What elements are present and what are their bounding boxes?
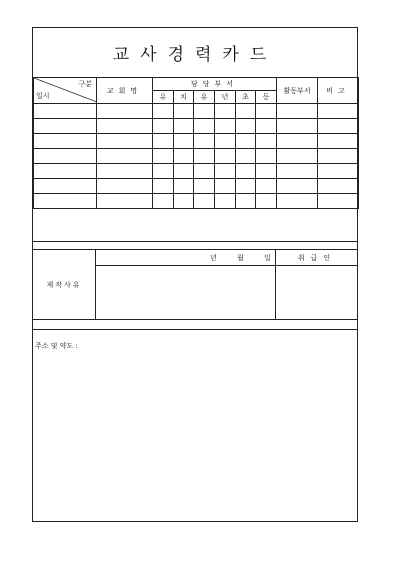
table-cell[interactable] bbox=[277, 119, 318, 134]
table-cell[interactable] bbox=[236, 134, 256, 149]
table-cell[interactable] bbox=[318, 119, 359, 134]
table-cell[interactable] bbox=[236, 164, 256, 179]
title-area bbox=[33, 28, 357, 76]
divider bbox=[33, 329, 358, 330]
table-cell[interactable] bbox=[174, 134, 194, 149]
table-cell[interactable] bbox=[34, 164, 97, 179]
table-cell[interactable] bbox=[97, 119, 153, 134]
table-cell[interactable] bbox=[153, 179, 174, 194]
table-cell[interactable] bbox=[277, 164, 318, 179]
table-cell[interactable] bbox=[194, 134, 215, 149]
dept-subheader-cell: 치 bbox=[174, 91, 194, 104]
card-title: 교사경력카드 bbox=[112, 44, 278, 65]
table-cell[interactable] bbox=[34, 104, 97, 119]
dept-subheader-cell: 년 bbox=[215, 91, 236, 104]
table-cell[interactable] bbox=[34, 149, 97, 164]
table-cell[interactable] bbox=[194, 164, 215, 179]
table-cell[interactable] bbox=[256, 164, 277, 179]
teacher-career-card bbox=[32, 27, 358, 522]
dept-subheader-cell: 초 bbox=[236, 91, 256, 104]
table-cell[interactable] bbox=[277, 134, 318, 149]
table-cell[interactable] bbox=[236, 194, 256, 209]
table-cell[interactable] bbox=[97, 164, 153, 179]
table-row bbox=[34, 149, 359, 164]
reason-label: 제작사유 bbox=[33, 250, 96, 319]
table-cell[interactable] bbox=[215, 104, 236, 119]
table-row bbox=[34, 134, 359, 149]
table-cell[interactable] bbox=[97, 104, 153, 119]
table-cell[interactable] bbox=[256, 149, 277, 164]
table-row bbox=[34, 179, 359, 194]
reason-content-box[interactable] bbox=[96, 266, 276, 319]
table-cell[interactable] bbox=[215, 179, 236, 194]
table-cell[interactable] bbox=[256, 134, 277, 149]
table-cell[interactable] bbox=[236, 104, 256, 119]
table-cell[interactable] bbox=[174, 179, 194, 194]
address-label: 주소 및 약도 : bbox=[35, 342, 78, 350]
table-cell[interactable] bbox=[194, 179, 215, 194]
table-cell[interactable] bbox=[34, 119, 97, 134]
table-cell[interactable] bbox=[318, 104, 359, 119]
table-cell[interactable] bbox=[153, 149, 174, 164]
table-cell[interactable] bbox=[256, 119, 277, 134]
dept-subheader-cell: 유 bbox=[194, 91, 215, 104]
table-cell[interactable] bbox=[318, 194, 359, 209]
table-cell[interactable] bbox=[174, 104, 194, 119]
header-remarks: 비고 bbox=[318, 78, 359, 104]
day-label: 일 bbox=[264, 254, 271, 262]
header-category: 구분 bbox=[78, 80, 92, 88]
table-cell[interactable] bbox=[236, 149, 256, 164]
table-cell[interactable] bbox=[174, 194, 194, 209]
table-cell[interactable] bbox=[236, 179, 256, 194]
table-cell[interactable] bbox=[215, 134, 236, 149]
table-cell[interactable] bbox=[277, 194, 318, 209]
table-cell[interactable] bbox=[215, 149, 236, 164]
table-cell[interactable] bbox=[277, 149, 318, 164]
header-dept-group: 담당부서 bbox=[153, 78, 277, 91]
table-cell[interactable] bbox=[194, 104, 215, 119]
table-cell[interactable] bbox=[34, 194, 97, 209]
header-corner-cell bbox=[34, 78, 97, 104]
table-cell[interactable] bbox=[97, 134, 153, 149]
table-cell[interactable] bbox=[318, 179, 359, 194]
reason-section bbox=[33, 249, 358, 320]
divider bbox=[33, 241, 358, 242]
table-row bbox=[34, 164, 359, 179]
table-cell[interactable] bbox=[153, 119, 174, 134]
dept-subheader-cell: 등 bbox=[256, 91, 277, 104]
table-cell[interactable] bbox=[97, 179, 153, 194]
career-table bbox=[33, 77, 359, 209]
table-cell[interactable] bbox=[97, 149, 153, 164]
header-date: 일시 bbox=[36, 92, 50, 100]
table-cell[interactable] bbox=[174, 164, 194, 179]
table-cell[interactable] bbox=[174, 149, 194, 164]
table-cell[interactable] bbox=[153, 134, 174, 149]
table-cell[interactable] bbox=[34, 134, 97, 149]
table-cell[interactable] bbox=[256, 194, 277, 209]
table-cell[interactable] bbox=[256, 179, 277, 194]
table-cell[interactable] bbox=[194, 149, 215, 164]
table-cell[interactable] bbox=[174, 119, 194, 134]
date-field[interactable] bbox=[96, 250, 276, 266]
table-cell[interactable] bbox=[215, 194, 236, 209]
table-row bbox=[34, 119, 359, 134]
table-row bbox=[34, 104, 359, 119]
table-cell[interactable] bbox=[318, 164, 359, 179]
table-cell[interactable] bbox=[34, 179, 97, 194]
table-cell[interactable] bbox=[277, 179, 318, 194]
table-cell[interactable] bbox=[194, 194, 215, 209]
table-cell[interactable] bbox=[153, 164, 174, 179]
signer-label: 취급인 bbox=[276, 250, 358, 266]
table-cell[interactable] bbox=[97, 194, 153, 209]
table-cell[interactable] bbox=[256, 104, 277, 119]
header-church-name: 교회명 bbox=[97, 78, 153, 104]
table-cell[interactable] bbox=[215, 119, 236, 134]
table-cell[interactable] bbox=[215, 164, 236, 179]
table-cell[interactable] bbox=[153, 104, 174, 119]
table-cell[interactable] bbox=[277, 104, 318, 119]
table-cell[interactable] bbox=[194, 119, 215, 134]
month-label: 월 bbox=[237, 254, 244, 262]
table-cell[interactable] bbox=[318, 149, 359, 164]
dept-subheader-cell: 유 bbox=[153, 91, 174, 104]
table-cell[interactable] bbox=[236, 119, 256, 134]
table-cell[interactable] bbox=[153, 194, 174, 209]
table-body bbox=[34, 104, 359, 209]
table-row bbox=[34, 194, 359, 209]
header-activity-dept: 활동부서 bbox=[277, 78, 318, 104]
table-cell[interactable] bbox=[318, 134, 359, 149]
year-label: 년 bbox=[210, 254, 217, 262]
